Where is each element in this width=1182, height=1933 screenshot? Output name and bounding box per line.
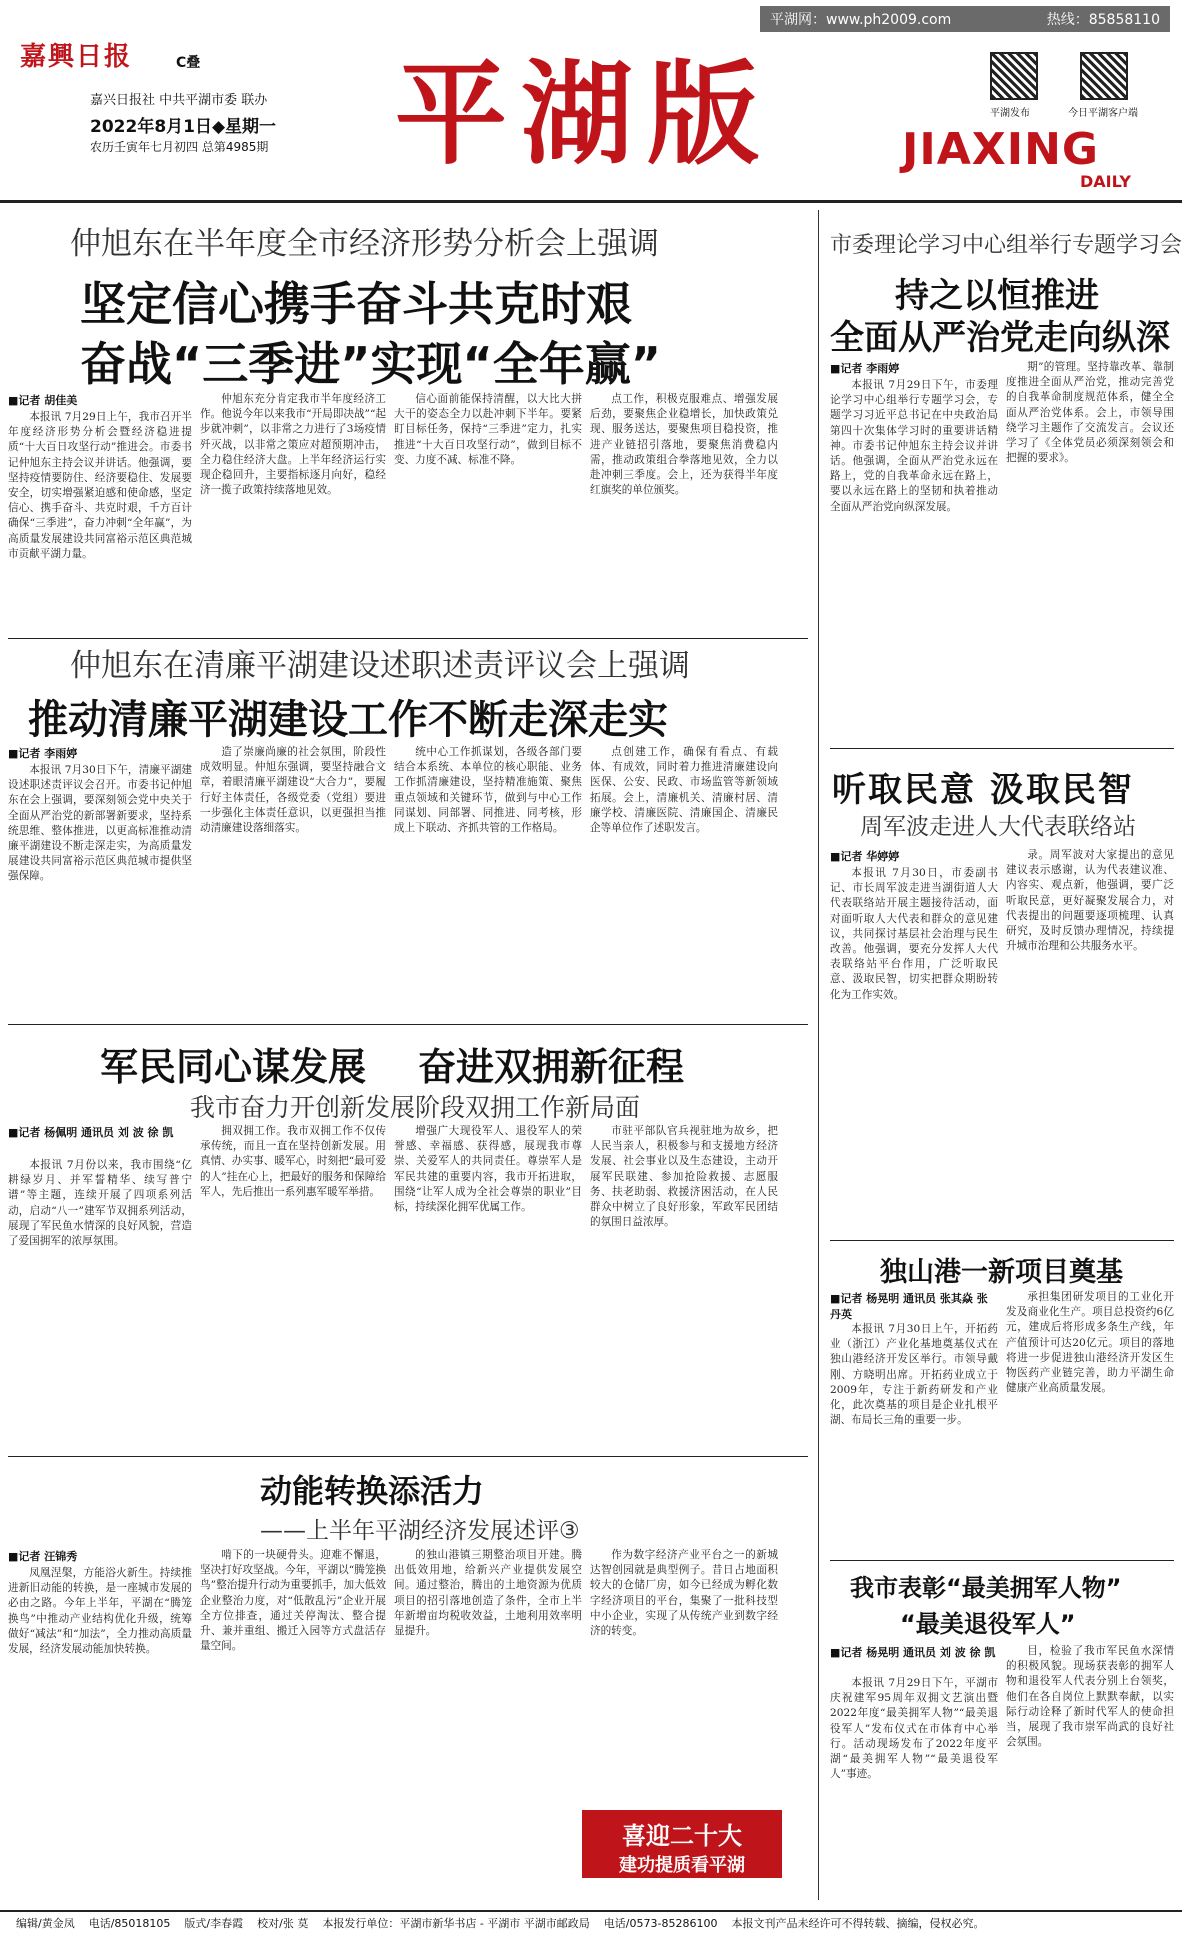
article-body: 信心面前能保持清醒，以大比大拼大干的姿态全力以赴冲刺下半年。要紧盯目标任务，保持“三季进”定力，扎实推进“十大百日攻坚行动”，做到目标不变、力度不减、标准不降。 — [394, 393, 582, 466]
article-body: 承担集团研发项目的工业化开发及商业化生产。项目总投资约6亿元，建成后将形成多条生产线，年产值预计可达20亿元。项目的落地将进一步促进独山港经济开发区生物医药产业链完善，助力平湖生命健康产业高质量发展。 — [1006, 1291, 1174, 1395]
byline: ■记者 杨晃明 通讯员 刘 波 徐 凯 — [830, 1646, 996, 1659]
article-headline[interactable]: “最美退役军人” — [900, 1610, 1076, 1638]
article-headline[interactable]: 我市表彰“最美拥军人物” — [850, 1574, 1122, 1602]
page-footer — [0, 1910, 1182, 1933]
article-body: 作为数字经济产业平台之一的新城达智创园就是典型例子。昔日占地面积较大的仓储厂房，如今已经成为孵化数字经济项目的平台，集聚了一批科技型中小企业，实现了从传统产业到数字经济的转变。 — [590, 1549, 778, 1638]
brand-logo: JIAXING — [902, 124, 1100, 175]
article-body: 凤凰涅槃，方能浴火新生。持续推进新旧动能的转换，是一座城市发展的必由之路。今年上半年，平湖在“腾笼换鸟”中推动产业结构优化升级，统筹做好“减法”和“加法”，全力推动高质量发展，经济发展动能加快转换。 — [8, 1567, 192, 1656]
footer-layout: 版式/李春霞 — [184, 1916, 244, 1930]
article-headline[interactable]: 坚定信心携手奋斗共克时艰 — [80, 277, 632, 331]
article-body: 造了崇廉尚廉的社会氛围，阶段性成效明显。仲旭东强调，要坚持融合文章，着眼清廉平湖建设“大合力”，要履行好主体责任，各级党委（党组）要进一步强化主体责任意识，以更强担当推动清廉建设落细落实。 — [200, 746, 386, 835]
byline: ■记者 李雨婷 — [8, 747, 78, 760]
qr-code-icon — [1080, 52, 1128, 100]
byline: ■记者 华婷婷 — [830, 850, 900, 863]
byline: ■记者 杨晃明 通讯员 张其焱 张丹英 — [830, 1292, 988, 1321]
qr-label: 今日平湖客户端 — [1068, 108, 1138, 119]
article-subheading: ——上半年平湖经济发展述评③ — [260, 1518, 580, 1544]
article-body: 啃下的一块硬骨头。迎难不懈退，坚决打好攻坚战。今年，平湖以“腾笼换鸟”整治提升行动为重要抓手，加大低效企业整治力度，对“低散乱污”企业开展全方位排查，通过关停淘汰、整合提升、兼并重组、搬迁入园等方式盘活存量空间。 — [200, 1549, 386, 1653]
footer-proof: 校对/张 莫 — [257, 1916, 309, 1930]
byline: ■记者 汪锦秀 — [8, 1550, 78, 1563]
edition-title: 平湖版 — [395, 49, 773, 180]
article-body: 本报讯 7月29日下午，市委理论学习中心组举行专题学习会，专题学习习近平总书记在中央政治局第四十次集体学习时的重要讲话精神。市委书记仲旭东主持会议并讲话。他强调，全面从严治党永远在路上，党的自我革命永远在路上，要以永远在路上的坚韧和执着推动全面从严治党向纵深发展。 — [830, 379, 998, 513]
qr-code-icon — [990, 52, 1038, 100]
footer-phone: 电话/85018105 — [88, 1916, 171, 1930]
article-body: 增强广大现役军人、退役军人的荣誉感、幸福感、获得感，展现我市尊崇、关爱军人的共同责任。尊崇军人是军民共建的重要内容，我市开拓进取，围绕“让军人成为全社会尊崇的职业”目标，持续深化拥军优属工作。 — [394, 1125, 582, 1214]
footer-tel: 电话/0573-85286100 — [603, 1916, 718, 1930]
article-body: 本报讯 7月30日下午，清廉平湖建设述职述责评议会召开。市委书记仲旭东在会上强调，要深刻领会党中央关于全面从严治党的新部署新要求，坚持系统思维、整体推进，以更高标准推动清廉平湖建设不断走深走实，为高质量发展建设共同富裕示范区典范城市提供坚强保障。 — [8, 764, 192, 883]
publisher-line: 嘉兴日报社 中共平湖市委 联办 — [90, 93, 268, 108]
article-headline[interactable]: 奋战“三季进”实现“全年赢” — [80, 337, 661, 391]
article-body: 本报讯 7月30日，市委副书记、市长周军波走进当湖街道人大代表联络站开展主题接待活动，面对面听取人大代表和群众的意见建议，共同探讨基层社会治理与民生改善。他强调，要充分发挥人大代表联络站平台作用，广泛听取民意、汲取民智，切实把群众期盼转化为工作实效。 — [830, 867, 998, 1001]
campaign-banner[interactable] — [582, 1810, 782, 1878]
section-divider — [830, 748, 1174, 749]
footer-address: 本报发行单位：平湖市新华书店 - 平湖市 平湖市邮政局 — [322, 1916, 590, 1930]
section-divider — [8, 1024, 808, 1025]
banner-line: 建功提质看平湖 — [619, 1855, 745, 1876]
byline: ■记者 杨佩明 通讯员 刘 波 徐 凯 — [8, 1126, 174, 1139]
brand-logo-sub: DAILY — [1080, 172, 1131, 191]
article-headline[interactable]: 动能转换添活力 — [260, 1472, 485, 1510]
article-body: 本报讯 7月份以来，我市围绕“亿耕绿岁月、并军誓精华、续写普宁谱”等主题，连续开展了四项系列活动，启动“八一”建军节双拥系列活动，展现了军民鱼水情深的良好风貌，营造了爱国拥军的浓厚氛围。 — [8, 1159, 192, 1248]
qr-label: 平湖发布 — [990, 108, 1030, 119]
hotline: 热线：85858110 — [1046, 12, 1160, 28]
section-code: C叠 — [176, 55, 201, 71]
byline: ■记者 胡佳美 — [8, 394, 78, 407]
article-body: 仲旭东充分肯定我市半年度经济工作。他说今年以来我市“开局即决战”“起步就冲刺”，以非常之力进行了3场疫情歼灭战，以非常之策应对超预期冲击，全力稳住经济大盘。上半年经济运行实现企稳回升，主要指标逐月向好，稳经济一揽子政策持续落地见效。 — [200, 393, 386, 497]
newspaper-logo: 嘉興日报 — [20, 42, 133, 72]
section-divider — [8, 1456, 808, 1457]
article-body: 期”的管理。坚持靠改革、靠制度推进全面从严治党，推动完善党的自我革命制度规范体系，健全全面从严治党体系。会上，市领导围绕学习主题作了交流发言。会议还学习了《全体党员必须深刻领会和把握的要求》。 — [1006, 361, 1174, 465]
article-body: 目，检验了我市军民鱼水深情的积极风貌。现场获表彰的拥军人物和退役军人代表分别上台领奖，他们在各自岗位上默默奉献，以实际行动诠释了新时代军人的使命担当，展现了我市崇军尚武的良好社会氛围。 — [1006, 1645, 1174, 1749]
lunar-date: 农历壬寅年七月初四 总第4985期 — [90, 140, 269, 154]
article-body: 录。周军波对大家提出的意见建议表示感谢，认为代表建议准、内容实、观点新，他强调，要广泛听取民意，更好凝聚发展合力，对代表提出的问题要逐项梳理、认真研究，及时反馈办理情况，持续提升城市治理和公共服务水平。 — [1006, 849, 1174, 953]
top-info-strip — [760, 6, 1170, 32]
article-body: 本报讯 7月30日上午，开拓药业（浙江）产业化基地奠基仪式在独山港经济开发区举行。市领导戴刚、方晓明出席。开拓药业成立于2009年，专注于新药研发和产业化，此次奠基的项目是企业扎根平湖、布局长三角的重要一步。 — [830, 1323, 998, 1427]
issue-date: 2022年8月1日◆星期一 — [90, 117, 277, 137]
column-divider — [818, 210, 819, 1900]
article-headline[interactable]: 全面从严治党走向纵深 — [830, 318, 1170, 358]
section-divider — [8, 638, 808, 639]
article-body: 点创建工作，确保有看点、有载体、有成效，同时着力推进清廉建设向医保、公安、民政、市场监管等新领域拓展。会上，清廉机关、清廉村居、清廉学校、清廉医院、清廉国企、清廉民企等单位作了述职发言。 — [590, 746, 778, 835]
section-divider — [830, 1560, 1174, 1561]
article-headline[interactable]: 持之以恒推进 — [895, 276, 1099, 316]
article-headline[interactable]: 推动清廉平湖建设工作不断走深走实 — [28, 697, 668, 743]
byline: ■记者 李雨婷 — [830, 362, 900, 375]
footer-notice: 本报文刊产品未经许可不得转载、摘编，侵权必究。 — [731, 1916, 985, 1930]
article-subheading: 周军波走进人大代表联络站 — [860, 814, 1136, 840]
article-body: 市驻平部队官兵视驻地为故乡，把人民当亲人，积极参与和支援地方经济发展、社会事业以及生态建设，主动开展军民联建、参加抢险救援、志愿服务、扶老助弱、救援济困活动，在人民群众中树立了良好形象，军政军民团结的氛围日益浓厚。 — [590, 1125, 778, 1229]
masthead-divider — [0, 200, 1182, 203]
article-headline[interactable]: 听取民意 汲取民智 — [832, 770, 1134, 810]
article-body: 的独山港镇三期整治项目开建。腾出低效用地，给新兴产业提供发展空间。通过整治，腾出的土地资源为优质项目的招引落地创造了条件，全市上半年新增亩均税收效益，土地利用效率明显提升。 — [394, 1549, 582, 1638]
site-url[interactable]: 平湖网：www.ph2009.com — [770, 12, 952, 28]
article-subheading: 我市奋力开创新发展阶段双拥工作新局面 — [190, 1093, 641, 1122]
article-body: 本报讯 7月29日下午，平湖市庆祝建军95周年双拥文艺演出暨2022年度“最美拥军人物”“最美退役军人”发布仪式在市体育中心举行。活动现场发布了2022年度平湖“最美拥军人物”“最美退役军人”事迹。 — [830, 1677, 998, 1781]
article-subheading: 仲旭东在清廉平湖建设述职述责评议会上强调 — [70, 648, 690, 684]
footer-editor: 编辑/黄金凤 — [16, 1916, 75, 1930]
article-subheading: 市委理论学习中心组举行专题学习会 — [830, 233, 1182, 258]
article-body: 统中心工作抓谋划，各级各部门要结合本系统、本单位的核心职能、业务工作抓清廉建设，坚持精准施策、聚焦重点领域和关键环节，做到与中心工作同谋划、同部署、同推进、同考核，形成上下联动、齐抓共管的工作格局。 — [394, 746, 582, 835]
article-body: 本报讯 7月29日上午，我市召开半年度经济形势分析会暨经济稳进提质“十大百日攻坚行动”推进会。市委书记仲旭东主持会议并讲话。他强调，要坚持疫情要防住、经济要稳住、发展要安全，切实增强紧迫感和使命感，坚定信心、携手奋斗、共克时艰，千方百计确保“三季进”，奋力冲刺“全年赢”，为高质量发展建设共同富裕示范区典范城市贡献平湖力量。 — [8, 411, 192, 560]
article-headline[interactable]: 奋进双拥新征程 — [418, 1045, 685, 1089]
banner-line: 喜迎二十大 — [622, 1822, 742, 1850]
article-headline[interactable]: 军民同心谋发展 — [100, 1045, 367, 1089]
section-divider — [830, 1240, 1174, 1241]
article-body: 拥双拥工作。我市双拥工作不仅传承传统，而且一直在坚持创新发展。用真情、办实事、暖军心，时刻把“最可爱的人”挂在心上，把最好的服务和保障给军人，先后推出一系列惠军暖军举措。 — [200, 1125, 386, 1198]
article-subheading: 仲旭东在半年度全市经济形势分析会上强调 — [70, 226, 659, 262]
article-body: 点工作，积极克服难点、增强发展后劲，要聚焦企业稳增长，加快政策兑现、服务送达，要聚焦项目稳投资，推进产业链招引落地，要聚焦消费稳内需，推动政策组合拳落地见效，全力以赴冲刺三季度。会上，还为获得半年度红旗奖的单位颁奖。 — [590, 393, 778, 497]
article-headline[interactable]: 独山港一新项目奠基 — [880, 1257, 1123, 1288]
top-bar — [0, 0, 1182, 40]
